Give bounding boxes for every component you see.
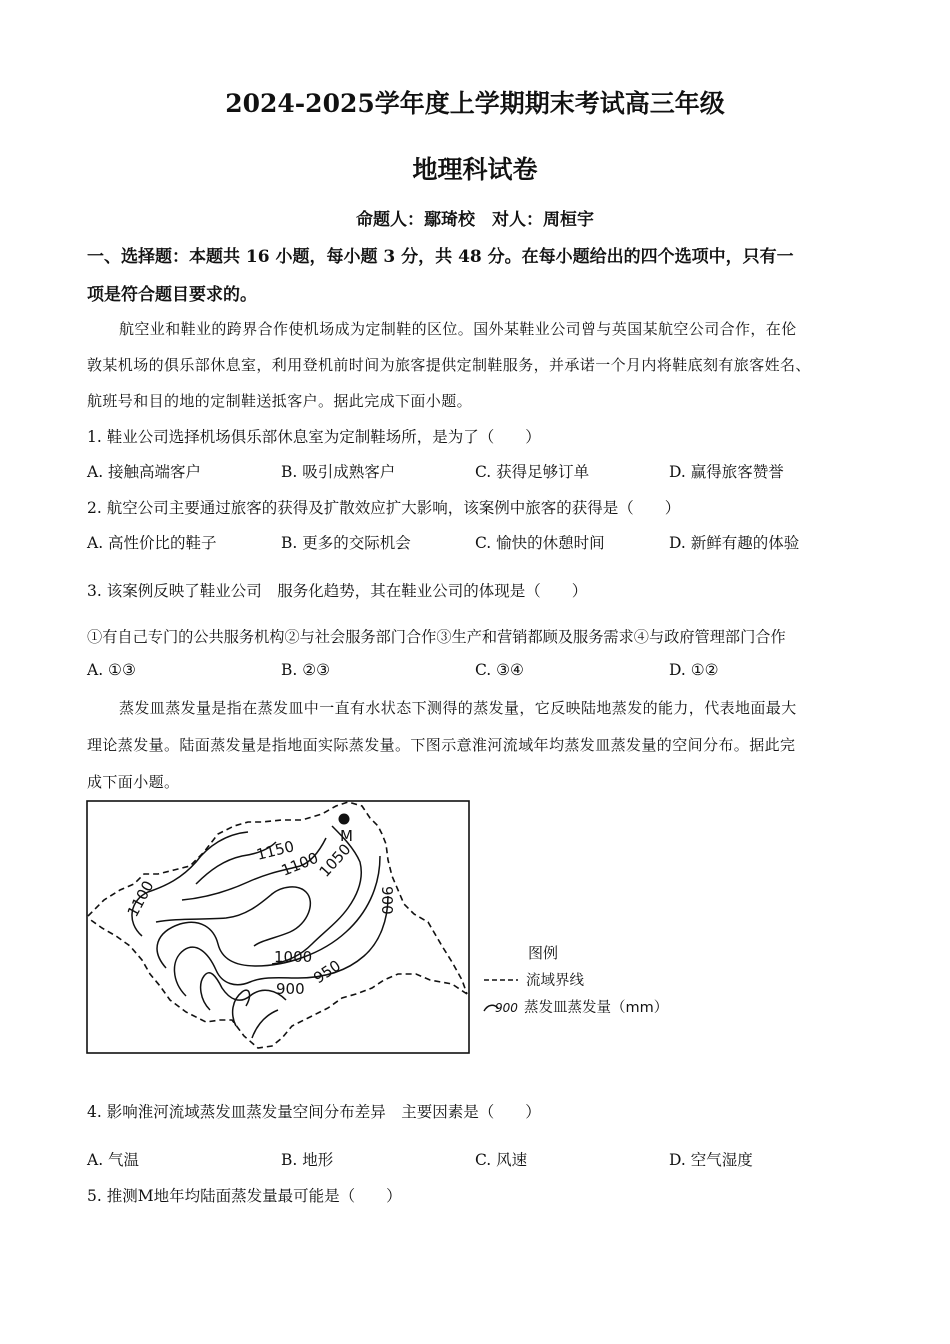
legend-contour-value: 900 bbox=[495, 1001, 518, 1015]
legend-boundary-label: 流域界线 bbox=[526, 973, 584, 989]
point-m-marker bbox=[339, 814, 350, 825]
question-3-stem: 3. 该案例反映了鞋业公司 服务化趋势，其在鞋业公司的体现是（ ） bbox=[87, 582, 588, 600]
exam-title: 2024-2025学年度上学期期末考试高三年级 bbox=[225, 89, 725, 118]
question-3-option-d[interactable]: D. ①② bbox=[669, 661, 719, 679]
question-2-stem: 2. 航空公司主要通过旅客的获得及扩散效应扩大影响，该案例中旅客的获得是（ ） bbox=[87, 499, 681, 517]
exam-authors: 命题人：鄢琦校 对人：周桓宇 bbox=[356, 210, 594, 230]
question-4-option-a[interactable]: A. 气温 bbox=[87, 1151, 140, 1169]
question-3-option-b[interactable]: B. ②③ bbox=[281, 661, 331, 679]
legend-contour-label: 蒸发皿蒸发量（mm） bbox=[524, 1000, 669, 1016]
question-1-option-b[interactable]: B. 吸引成熟客户 bbox=[281, 463, 396, 481]
contour-label: 1000 bbox=[274, 948, 313, 966]
contour-label: 1150 bbox=[254, 837, 297, 864]
exam-subtitle: 地理科试卷 bbox=[412, 155, 538, 184]
passage2-line: 成下面小题。 bbox=[87, 773, 180, 791]
map-frame bbox=[87, 801, 469, 1053]
passage2-line: 理论蒸发量。陆面蒸发量是指地面实际蒸发量。下图示意淮河流域年均蒸发皿蒸发量的空间分布。据此完 bbox=[87, 736, 796, 754]
section-heading-line2: 项是符合题目要求的。 bbox=[87, 285, 257, 305]
question-4-option-b[interactable]: B. 地形 bbox=[281, 1151, 334, 1169]
contour-label: 900 bbox=[276, 980, 305, 998]
contour-label: 1100 bbox=[278, 848, 321, 880]
contour-label: 1050 bbox=[315, 840, 355, 881]
question-3-option-a[interactable]: A. ①③ bbox=[87, 661, 136, 679]
passage1-line: 敦某机场的俱乐部休息室，利用登机前时间为旅客提供定制鞋服务，并承诺一个月内将鞋底刻有旅客姓名、 bbox=[87, 356, 811, 374]
question-5-stem: 5. 推测M地年均陆面蒸发量最可能是（ ） bbox=[87, 1187, 402, 1205]
question-3-option-c[interactable]: C. ③④ bbox=[475, 661, 524, 679]
question-2-option-c[interactable]: C. 愉快的休憩时间 bbox=[475, 534, 605, 552]
evaporation-contour-map bbox=[86, 800, 686, 1056]
question-1-stem: 1. 鞋业公司选择机场俱乐部休息室为定制鞋场所，是为了（ ） bbox=[87, 428, 541, 446]
passage1-line: 航班号和目的地的定制鞋送抵客户。据此完成下面小题。 bbox=[87, 392, 473, 410]
question-4-stem: 4. 影响淮河流域蒸发皿蒸发量空间分布差异 主要因素是（ ） bbox=[87, 1103, 541, 1121]
question-2-option-a[interactable]: A. 高性价比的鞋子 bbox=[87, 534, 217, 552]
section-heading-line1: 一、选择题：本题共 16 小题，每小题 3 分，共 48 分。在每小题给出的四个选项中，只有一 bbox=[87, 247, 794, 267]
question-2-option-d[interactable]: D. 新鲜有趣的体验 bbox=[669, 534, 800, 552]
question-1-option-d[interactable]: D. 赢得旅客赞誉 bbox=[669, 463, 784, 481]
question-4-option-c[interactable]: C. 风速 bbox=[475, 1151, 528, 1169]
legend-title: 图例 bbox=[528, 944, 559, 962]
question-4-option-d[interactable]: D. 空气湿度 bbox=[669, 1151, 753, 1169]
question-2-option-b[interactable]: B. 更多的交际机会 bbox=[281, 534, 411, 552]
passage1-line: 航空业和鞋业的跨界合作使机场成为定制鞋的区位。国外某鞋业公司曾与英国某航空公司合作，在伦 bbox=[119, 320, 797, 338]
question-3-statements: ①有自己专门的公共服务机构②与社会服务部门合作③生产和营销都顾及服务需求④与政府管理部门合作 bbox=[87, 628, 786, 646]
question-1-option-c[interactable]: C. 获得足够订单 bbox=[475, 463, 590, 481]
question-1-option-a[interactable]: A. 接触高端客户 bbox=[87, 463, 202, 481]
contour-label: 1100 bbox=[123, 877, 158, 920]
contour-label: 900 bbox=[378, 886, 396, 915]
passage2-line: 蒸发皿蒸发量是指在蒸发皿中一直有水状态下测得的蒸发量，它反映陆地蒸发的能力，代表地面最大 bbox=[119, 699, 797, 717]
point-m-label: M bbox=[340, 827, 353, 845]
contour-label: 950 bbox=[310, 956, 344, 988]
